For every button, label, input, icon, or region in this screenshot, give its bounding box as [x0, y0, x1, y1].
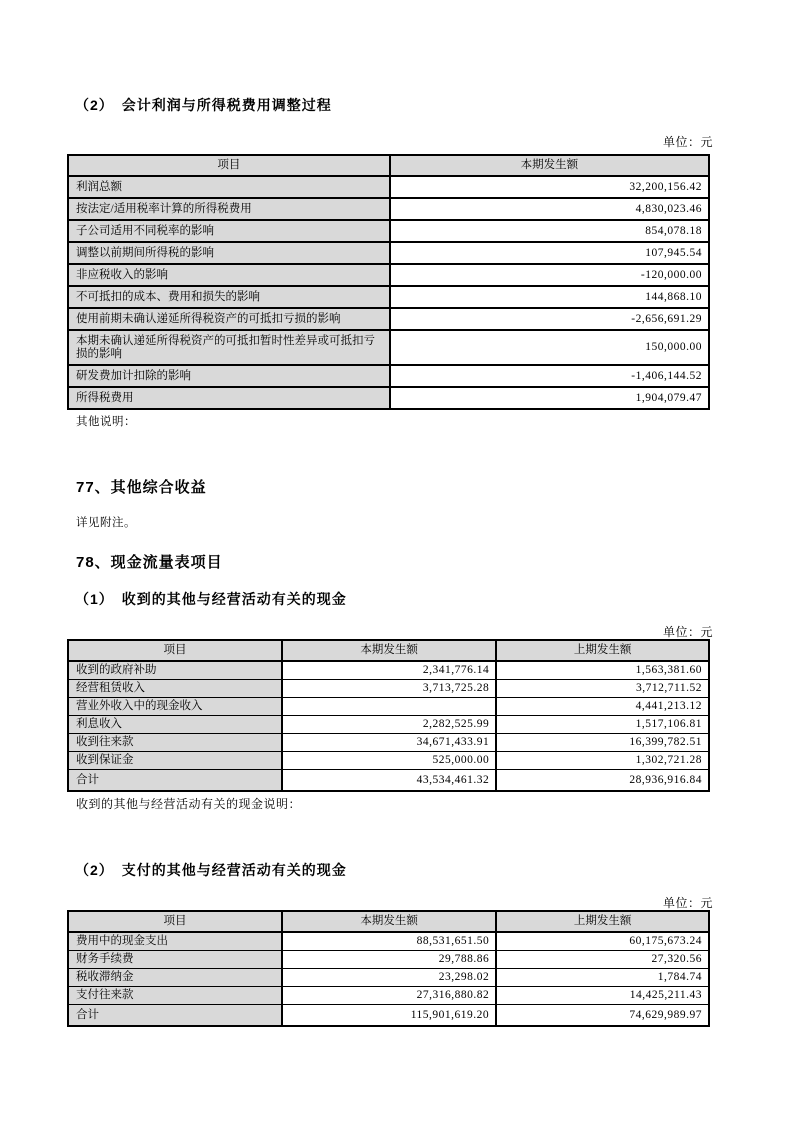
- item-cell: 使用前期未确认递延所得税资产的可抵扣亏损的影响: [68, 308, 390, 330]
- item-cell: 支付往来款: [68, 987, 282, 1005]
- value-cell: 23,298.02: [282, 969, 496, 987]
- item-cell: 合计: [68, 770, 282, 792]
- item-cell: 税收滞纳金: [68, 969, 282, 987]
- value-cell: 32,200,156.42: [390, 176, 709, 198]
- item-cell: 收到的政府补助: [68, 661, 282, 680]
- table-row: [68, 951, 709, 969]
- value-cell: 150,000.00: [390, 330, 709, 365]
- value-cell: 27,316,880.82: [282, 987, 496, 1005]
- subsection-title-cash-paid: （2） 支付的其他与经营活动有关的现金: [75, 862, 347, 878]
- value-cell: 115,901,619.20: [282, 1005, 496, 1027]
- column-header-item: 项目: [68, 155, 390, 176]
- section-title-78: 78、现金流量表项目: [76, 554, 223, 571]
- value-cell: 4,830,023.46: [390, 198, 709, 220]
- table-row: [68, 220, 709, 242]
- value-cell: 107,945.54: [390, 242, 709, 264]
- value-cell: 3,713,725.28: [282, 680, 496, 698]
- table-row: [68, 661, 709, 680]
- value-cell: 4,441,213.12: [496, 698, 709, 716]
- value-cell: 3,712,711.52: [496, 680, 709, 698]
- cash-received-table: [67, 639, 710, 792]
- cash-paid-table: [67, 910, 710, 1027]
- table-row: [68, 387, 709, 409]
- value-cell: 1,302,721.28: [496, 752, 709, 770]
- item-cell: 非应税收入的影响: [68, 264, 390, 286]
- value-cell: 525,000.00: [282, 752, 496, 770]
- value-cell: 2,282,525.99: [282, 716, 496, 734]
- tax-adjustment-table: [67, 154, 710, 410]
- value-cell: 74,629,989.97: [496, 1005, 709, 1027]
- column-header-item: 项目: [68, 640, 282, 661]
- item-cell: 调整以前期间所得税的影响: [68, 242, 390, 264]
- unit-label-cash-received: 单位：元: [662, 625, 713, 639]
- value-cell: 88,531,651.50: [282, 932, 496, 951]
- table-row: [68, 932, 709, 951]
- item-cell: 合计: [68, 1005, 282, 1027]
- column-header-current-period: 本期发生额: [390, 155, 709, 176]
- value-cell: 1,563,381.60: [496, 661, 709, 680]
- value-cell: -120,000.00: [390, 264, 709, 286]
- table-row: [68, 198, 709, 220]
- item-cell: 费用中的现金支出: [68, 932, 282, 951]
- table-row: [68, 286, 709, 308]
- item-cell: 子公司适用不同税率的影响: [68, 220, 390, 242]
- value-cell: 28,936,916.84: [496, 770, 709, 792]
- value-cell: 1,784.74: [496, 969, 709, 987]
- section-title-77: 77、其他综合收益: [76, 479, 207, 496]
- table-row: [68, 698, 709, 716]
- table-header-row: [68, 911, 709, 932]
- value-cell: 1,517,106.81: [496, 716, 709, 734]
- unit-label-tax-adjustment: 单位：元: [662, 135, 713, 149]
- value-cell: -2,656,691.29: [390, 308, 709, 330]
- value-cell: 34,671,433.91: [282, 734, 496, 752]
- table-row: [68, 264, 709, 286]
- table-row: [68, 987, 709, 1005]
- item-cell: 不可抵扣的成本、费用和损失的影响: [68, 286, 390, 308]
- value-cell: -1,406,144.52: [390, 365, 709, 387]
- table-row: [68, 716, 709, 734]
- column-header-current-period: 本期发生额: [282, 640, 496, 661]
- item-cell: 本期未确认递延所得税资产的可抵扣暂时性差异或可抵扣亏损的影响: [68, 330, 390, 365]
- item-cell: 营业外收入中的现金收入: [68, 698, 282, 716]
- item-cell: 研发费加计扣除的影响: [68, 365, 390, 387]
- table-row: [68, 734, 709, 752]
- item-cell: 财务手续费: [68, 951, 282, 969]
- table-row: [68, 752, 709, 770]
- value-cell: 16,399,782.51: [496, 734, 709, 752]
- table-row: [68, 1005, 709, 1027]
- table-row: [68, 680, 709, 698]
- subsection-title-cash-received: （1） 收到的其他与经营活动有关的现金: [75, 591, 347, 607]
- value-cell: 43,534,461.32: [282, 770, 496, 792]
- item-cell: 利息收入: [68, 716, 282, 734]
- item-cell: 所得税费用: [68, 387, 390, 409]
- column-header-current-period: 本期发生额: [282, 911, 496, 932]
- column-header-item: 项目: [68, 911, 282, 932]
- table-header-row: [68, 155, 709, 176]
- cash-received-note-label: 收到的其他与经营活动有关的现金说明：: [76, 797, 302, 811]
- value-cell: [282, 698, 496, 716]
- value-cell: 854,078.18: [390, 220, 709, 242]
- value-cell: 27,320.56: [496, 951, 709, 969]
- section-77-body: 详见附注。: [76, 517, 136, 529]
- table-row: [68, 308, 709, 330]
- item-cell: 利润总额: [68, 176, 390, 198]
- table-row: [68, 770, 709, 792]
- value-cell: 29,788.86: [282, 951, 496, 969]
- item-cell: 按法定/适用税率计算的所得税费用: [68, 198, 390, 220]
- value-cell: 144,868.10: [390, 286, 709, 308]
- column-header-prior-period: 上期发生额: [496, 640, 709, 661]
- column-header-prior-period: 上期发生额: [496, 911, 709, 932]
- value-cell: 1,904,079.47: [390, 387, 709, 409]
- value-cell: 14,425,211.43: [496, 987, 709, 1005]
- value-cell: 2,341,776.14: [282, 661, 496, 680]
- table-row: [68, 242, 709, 264]
- value-cell: 60,175,673.24: [496, 932, 709, 951]
- table-header-row: [68, 640, 709, 661]
- item-cell: 收到保证金: [68, 752, 282, 770]
- table-row: [68, 176, 709, 198]
- item-cell: 经营租赁收入: [68, 680, 282, 698]
- item-cell: 收到往来款: [68, 734, 282, 752]
- section-title-tax-adjustment: （2） 会计利润与所得税费用调整过程: [75, 97, 332, 113]
- unit-label-cash-paid: 单位：元: [662, 896, 713, 910]
- table-row: [68, 365, 709, 387]
- table-row: [68, 969, 709, 987]
- other-note-label: 其他说明：: [76, 416, 136, 428]
- table-row: [68, 330, 709, 365]
